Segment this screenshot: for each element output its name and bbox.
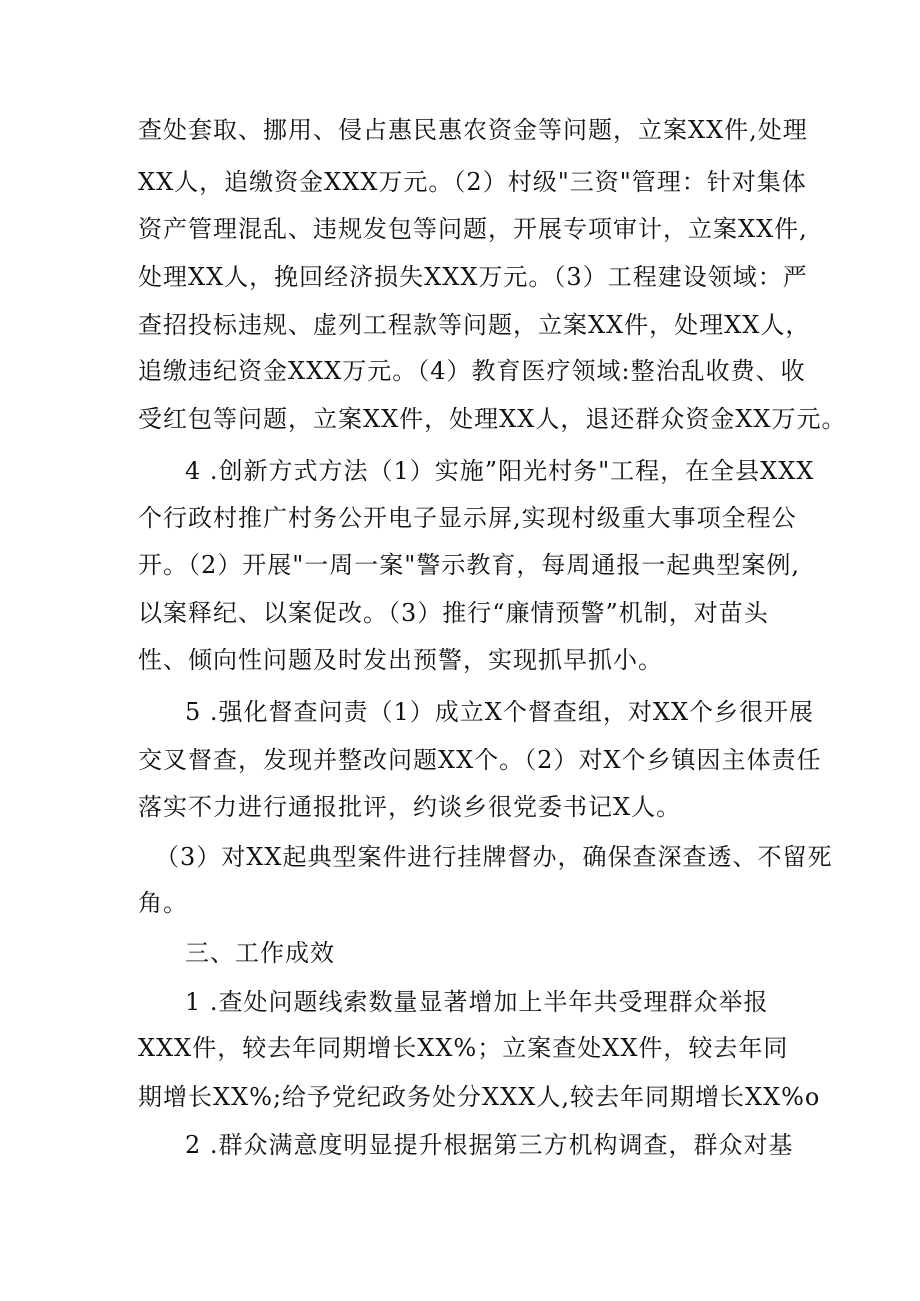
text-line: 以案释纪、以案促改。（3）推行“廉情预警”机制，对苗头 xyxy=(138,599,769,627)
text-line: 角。 xyxy=(138,889,188,917)
text-line: 4 .创新方式方法（1）实施”阳光村务"工程，在全县XXX xyxy=(185,457,815,485)
text-line: 性、倾向性问题及时发出预警，实现抓早抓小。 xyxy=(138,646,663,674)
text-line: 5 .强化督查问责（1）成立X个督查组，对XX个乡很开展 xyxy=(185,698,815,726)
text-line: 受红包等问题，立案XX件，处理XX人，退还群众资金XX万元。 xyxy=(138,405,847,433)
text-line: 开。（2）开展"一周一案"警示教育，每周通报一起典型案例, xyxy=(138,551,800,579)
text-line: XXX件，较去年同期增长XX%；立案查处XX件，较去年同 xyxy=(138,1034,789,1062)
text-line: 2 .群众满意度明显提升根据第三方机构调查，群众对基 xyxy=(185,1131,794,1159)
section-heading: 三、工作成效 xyxy=(185,939,335,967)
text-line: 处理XX人，挽回经济损失XXX万元。（3）工程建设领域：严 xyxy=(138,263,808,291)
text-line: 追缴违纪资金XXX万元。（4）教育医疗领域:整治乱收费、收 xyxy=(138,357,806,385)
text-line: XX人，追缴资金XXX万元。（2）村级"三资"管理：针对集体 xyxy=(138,168,807,196)
text-line: 交叉督查，发现并整改问题XX个。（2）对X个乡镇因主体责任 xyxy=(138,746,822,774)
text-line: 查招投标违规、虚列工程款等问题，立案XX件，处理XX人， xyxy=(138,311,811,339)
text-line: 期增长XX%;给予党纪政务处分XXX人,较去年同期增长XX%o xyxy=(138,1083,821,1111)
text-line: （3）对XX起典型案件进行挂牌督办，确保查深查透、不留死 xyxy=(155,843,833,871)
text-line: 1 .查处问题线索数量显著增加上半年共受理群众举报 xyxy=(185,988,769,1016)
text-line: 落实不力进行通报批评，约谈乡很党委书记X人。 xyxy=(138,793,682,821)
text-line: 查处套取、挪用、侵占惠民惠农资金等问题，立案XX件,处理 xyxy=(138,116,808,144)
text-line: 资产管理混乱、违规发包等问题，开展专项审计，立案XX件, xyxy=(138,215,808,243)
text-line: 个行政村推广村务公开电子显示屏,实现村级重大事项全程公 xyxy=(138,504,797,532)
